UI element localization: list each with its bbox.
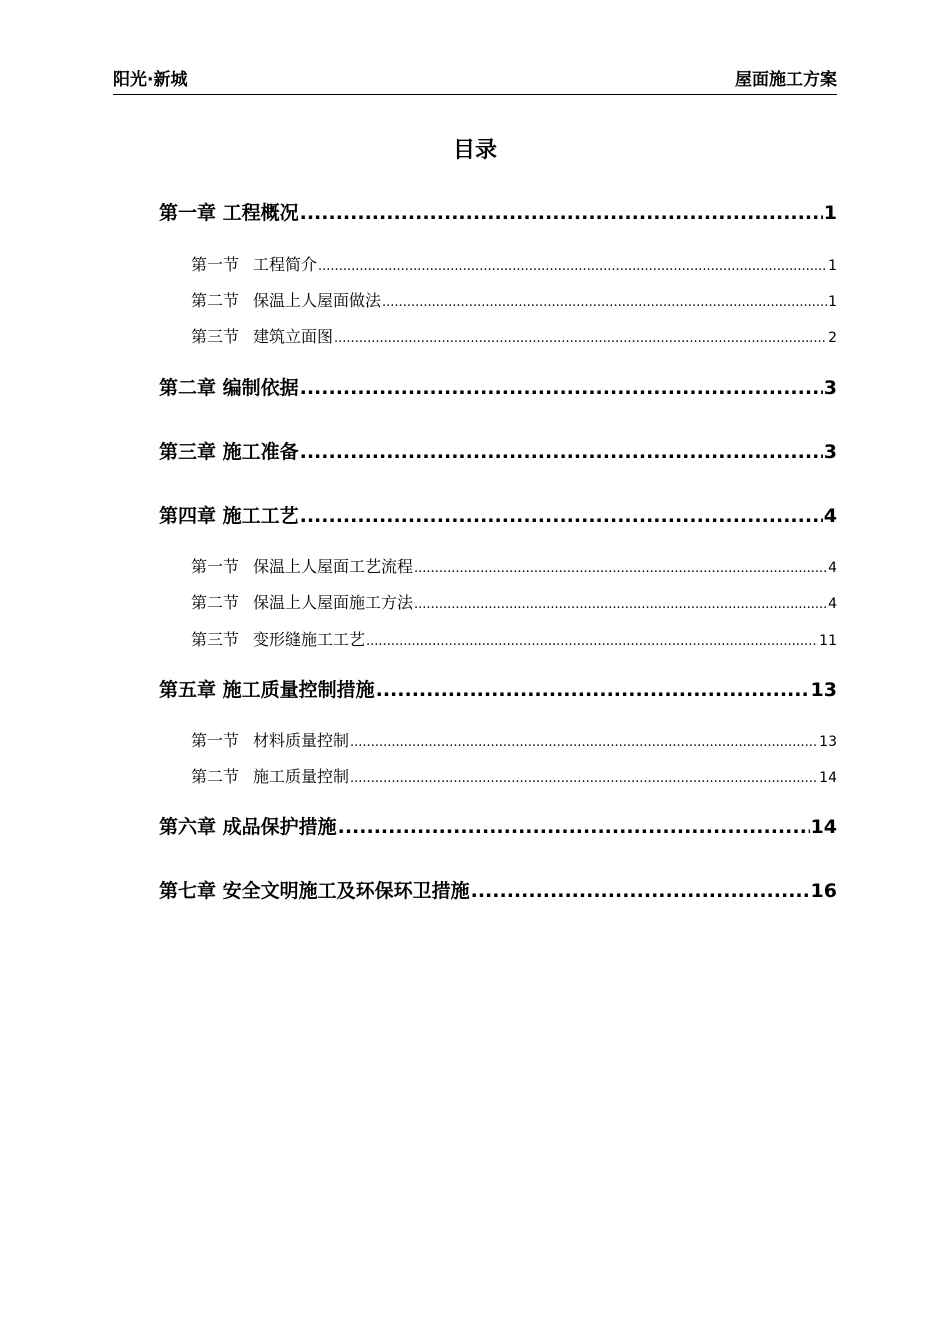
toc-page-number: 2 (828, 330, 837, 346)
toc-entry-label: 第四章 施工工艺 (159, 505, 299, 527)
toc-leader-dots (350, 731, 818, 753)
toc-section-4-2[interactable] (191, 593, 837, 615)
toc-section-number: 第三节 (191, 327, 240, 346)
toc-page-number: 13 (810, 679, 837, 701)
toc-page-number: 13 (819, 734, 837, 750)
toc-entry-label: 第五章 施工质量控制措施 (159, 679, 375, 701)
toc-page-number: 14 (810, 816, 837, 838)
toc-section-5-2[interactable] (191, 767, 837, 789)
toc-page-number: 4 (823, 505, 837, 527)
toc-section-number: 第一节 (191, 557, 240, 576)
toc-page-number: 16 (810, 880, 837, 902)
toc-title: 目录 (452, 138, 497, 163)
toc-page-number: 3 (823, 377, 837, 399)
toc-leader-dots (414, 593, 827, 615)
toc-page-number: 1 (828, 294, 837, 310)
toc-section-4-3[interactable] (191, 630, 837, 652)
toc-leader-dots (350, 767, 818, 789)
toc-section-number: 第一节 (191, 731, 240, 750)
toc-leader-dots (300, 201, 823, 225)
toc-page-number: 1 (828, 258, 837, 274)
toc-entry-label: 变形缝施工工艺 (253, 630, 366, 649)
toc-section-1-2[interactable] (191, 291, 837, 313)
toc-section-number: 第三节 (191, 630, 240, 649)
toc-entry-label: 第六章 成品保护措施 (159, 816, 337, 838)
toc-page-number: 1 (823, 202, 837, 224)
toc-chapter-5[interactable] (159, 678, 837, 702)
toc-entry-label: 第二章 编制依据 (159, 377, 299, 399)
toc-section-4-1[interactable] (191, 557, 837, 579)
toc-page-number: 3 (823, 441, 837, 463)
toc-leader-dots (471, 879, 810, 903)
toc-entry-label: 第七章 安全文明施工及环保环卫措施 (159, 880, 470, 902)
toc-leader-dots (300, 376, 823, 400)
toc-entry-label: 建筑立面图 (253, 327, 334, 346)
header-document-name: 屋面施工方案 (735, 70, 837, 90)
toc-section-number: 第二节 (191, 593, 240, 612)
toc-entry-label: 保温上人屋面做法 (253, 291, 382, 310)
toc-chapter-4[interactable] (159, 504, 837, 528)
toc-page-number: 4 (828, 596, 837, 612)
toc-chapter-7[interactable] (159, 879, 837, 903)
toc-page-number: 11 (819, 633, 837, 649)
toc-section-1-1[interactable] (191, 255, 837, 277)
toc-page-number: 4 (828, 560, 837, 576)
toc-leader-dots (414, 557, 827, 579)
toc-leader-dots (334, 327, 827, 349)
toc-section-5-1[interactable] (191, 731, 837, 753)
toc-leader-dots (366, 630, 818, 652)
toc-entry-label: 施工质量控制 (253, 767, 350, 786)
toc-chapter-3[interactable] (159, 440, 837, 464)
toc-leader-dots (300, 504, 823, 528)
toc-section-number: 第二节 (191, 291, 240, 310)
toc-entry-label: 第一章 工程概况 (159, 202, 299, 224)
toc-leader-dots (300, 440, 823, 464)
toc-leader-dots (338, 815, 810, 839)
toc-section-number: 第一节 (191, 255, 240, 274)
page-header (113, 66, 837, 95)
toc-entry-label: 保温上人屋面施工方法 (253, 593, 414, 612)
toc-chapter-6[interactable] (159, 815, 837, 839)
toc-leader-dots (382, 291, 827, 313)
toc-section-1-3[interactable] (191, 327, 837, 349)
toc-entry-label: 第三章 施工准备 (159, 441, 299, 463)
toc-chapter-2[interactable] (159, 376, 837, 400)
toc-chapter-1[interactable] (159, 201, 837, 225)
toc-entry-label: 保温上人屋面工艺流程 (253, 557, 414, 576)
header-project-name: 阳光·新城 (113, 70, 188, 90)
toc-leader-dots (318, 255, 827, 277)
toc-section-number: 第二节 (191, 767, 240, 786)
toc-entry-label: 工程简介 (253, 255, 318, 274)
toc-entry-label: 材料质量控制 (253, 731, 350, 750)
toc-leader-dots (376, 678, 810, 702)
toc-page-number: 14 (819, 770, 837, 786)
